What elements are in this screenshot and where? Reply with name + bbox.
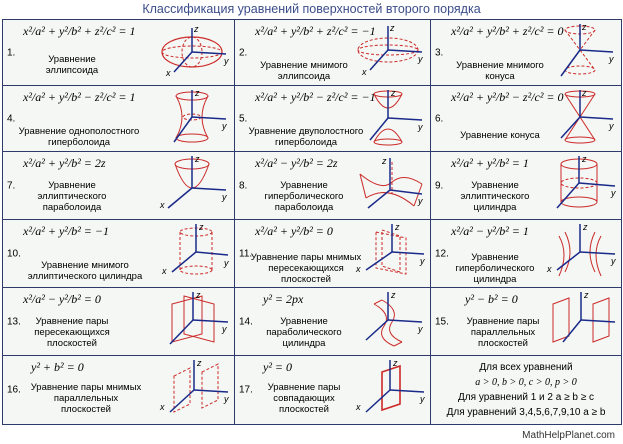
cell-number: 14. (239, 316, 253, 327)
coincident-planes-figure (352, 358, 428, 416)
description: Уравнение однополостного гиперболоида (18, 126, 140, 148)
cell-7 (3, 152, 235, 220)
description: Уравнение гиперболического цилиндра (455, 252, 535, 285)
axis-y-label: y (222, 192, 227, 202)
axis-y-label: y (420, 394, 425, 404)
axis-z-label: z (197, 358, 202, 368)
axis-x-label: x (166, 68, 171, 78)
description: Уравнение пары мнимых параллельных плоскостей (30, 382, 142, 415)
equation: x²/a² + y²/b² = 2z (23, 156, 106, 170)
description: Уравнение эллипсоида (45, 54, 99, 76)
axis-x-label: x (356, 264, 361, 274)
axis-y-label: y (420, 256, 425, 266)
equation: x²/a² + y²/b² = 0 (255, 224, 333, 238)
axis-z-label: z (390, 23, 395, 33)
cell-number: 16. (7, 384, 21, 396)
axis-z-label: z (393, 358, 398, 368)
equation: x²/a² + y²/b² + z²/c² = −1 (255, 24, 376, 38)
parallel-planes-figure (543, 290, 619, 348)
description: Уравнение пары пересекающихся плоскостей (34, 316, 110, 349)
cell-number: 1. (7, 47, 16, 58)
axis-z-label: z (195, 88, 200, 98)
axis-z-label: z (391, 88, 396, 98)
cell-14 (235, 288, 431, 356)
axis-y-label: y (418, 196, 423, 206)
cell-8 (235, 152, 431, 220)
equation: x²/a² + y²/b² − z²/c² = 0 (451, 90, 564, 104)
cell-12 (431, 220, 622, 288)
axis-x-label: x (356, 402, 361, 412)
description: Уравнение мнимого эллипсоида (260, 60, 348, 82)
parabolic-cylinder-figure (352, 290, 428, 348)
site-watermark: MathHelpPlanet.com (522, 430, 615, 441)
axis-y-label: y (418, 324, 423, 334)
equation: y² = 0 (263, 360, 293, 374)
axis-y-label: y (609, 54, 614, 64)
cell-number: 4. (7, 113, 16, 124)
description: Уравнение гиперболического параболоида (264, 180, 344, 213)
axis-x-label: x (162, 266, 167, 276)
axis-z-label: z (582, 154, 587, 164)
note-line-2: a > 0, b > 0, c > 0, p > 0 (475, 377, 577, 388)
equation: x²/a² − y²/b² = 1 (451, 224, 529, 238)
axis-y-label: y (224, 394, 229, 404)
imaginary-ellipsoid-figure (352, 22, 428, 80)
imaginary-elliptic-cylinder-figure (156, 222, 232, 280)
cell-4 (3, 86, 235, 152)
equation: y² = 2px (263, 292, 304, 306)
page-title: Классификация уравнений поверхностей второго порядка (142, 2, 481, 16)
equation: x²/a² + y²/b² = 1 (451, 156, 529, 170)
equation: y² + b² = 0 (31, 360, 84, 374)
elliptic-cylinder-figure (543, 154, 619, 212)
cell-16 (3, 356, 235, 425)
classification-table (2, 19, 622, 425)
axis-x-label: x (160, 402, 165, 412)
description: Уравнение мнимого конуса (456, 60, 544, 82)
two-sheet-hyperboloid-figure (352, 88, 428, 146)
axis-y-label: y (611, 256, 616, 266)
one-sheet-hyperboloid-figure (156, 88, 232, 146)
cell-number: 6. (435, 113, 444, 124)
axis-z-label: z (195, 154, 200, 164)
axis-y-label: y (418, 54, 423, 64)
description: Уравнение пары совпадающих плоскостей (267, 382, 341, 415)
cell-number: 7. (7, 180, 16, 191)
description: Уравнение мнимого эллиптического цилиндра (27, 260, 143, 282)
cell-15 (431, 288, 622, 356)
axis-y-label: y (224, 56, 229, 66)
cell-number: 2. (239, 47, 248, 58)
axis-z-label: z (584, 290, 589, 300)
description: Уравнение эллиптического цилиндра (460, 180, 530, 213)
axis-z-label: z (199, 222, 204, 232)
description: Уравнение конуса (460, 130, 540, 141)
description: Уравнение эллиптического параболоида (37, 180, 107, 213)
axis-z-label: z (583, 222, 588, 232)
intersecting-planes-figure (156, 290, 232, 348)
description: Уравнение параболического цилиндра (266, 316, 342, 349)
axis-z-label: z (391, 290, 396, 300)
axis-z-label: z (395, 222, 400, 232)
cell-17 (235, 356, 431, 425)
cell-2 (235, 20, 431, 86)
imaginary-intersecting-planes-figure (352, 222, 428, 280)
conditions-note (431, 356, 621, 424)
axis-y-label: y (222, 324, 227, 334)
cell-11 (235, 220, 431, 288)
cell-9 (431, 152, 622, 220)
cell-number: 5. (239, 113, 248, 124)
cell-number: 17. (239, 384, 253, 396)
axis-z-label: z (582, 88, 587, 98)
axis-z-label: z (194, 24, 199, 34)
equation: x²/a² − y²/b² = 0 (23, 292, 101, 306)
axis-x-label: x (362, 67, 367, 77)
imaginary-parallel-planes-figure (156, 358, 232, 416)
cell-10 (3, 220, 235, 288)
axis-z-label: z (382, 156, 387, 166)
cell-number: 12. (435, 248, 449, 259)
equation: x²/a² + y²/b² + z²/c² = 0 (451, 24, 564, 38)
equation: x²/a² + y²/b² = −1 (23, 224, 110, 238)
note-line-1: Для всех уравнений (479, 362, 573, 373)
ellipsoid-figure (156, 22, 232, 80)
description: Уравнение пары параллельных плоскостей (466, 316, 540, 349)
axis-y-label: y (222, 121, 227, 131)
cell-1 (3, 20, 235, 86)
cone-figure (543, 88, 619, 146)
axis-y-label: y (418, 122, 423, 132)
equation: y² − b² = 0 (465, 292, 518, 306)
cell-number: 9. (435, 180, 444, 191)
axis-y-label: y (224, 258, 229, 268)
equation: x²/a² + y²/b² + z²/c² = 1 (23, 24, 136, 38)
cell-13 (3, 288, 235, 356)
axis-z-label: z (196, 290, 201, 300)
hyperbolic-cylinder-figure (543, 222, 619, 280)
axis-z-label: z (582, 22, 587, 32)
axis-x-label: x (160, 200, 165, 210)
equation: x²/a² + y²/b² − z²/c² = −1 (255, 90, 376, 104)
cell-number: 10. (7, 248, 21, 259)
imaginary-cone-figure (543, 22, 619, 80)
cell-number: 8. (239, 180, 248, 191)
axis-x-label: x (547, 264, 552, 274)
note-line-3: Для уравнений 1 и 2 a ≥ b ≥ c (458, 392, 594, 403)
conditions-note-cell (431, 356, 622, 425)
description: Уравнение двуполостного гиперболоида (248, 126, 364, 148)
cell-number: 13. (7, 316, 21, 327)
cell-5 (235, 86, 431, 152)
cell-number: 11. (239, 248, 253, 259)
axis-y-label: y (609, 121, 614, 131)
cell-3 (431, 20, 622, 86)
elliptic-paraboloid-figure (156, 154, 232, 212)
cell-number: 3. (435, 47, 444, 58)
cell-6 (431, 86, 622, 152)
equation: x²/a² + y²/b² − z²/c² = 1 (23, 90, 136, 104)
note-line-4: Для уравнений 3,4,5,6,7,9,10 a ≥ b (446, 407, 606, 418)
cell-number: 15. (435, 316, 449, 327)
axis-y-label: y (611, 188, 616, 198)
description: Уравнение пары мнимых пересекающихся плоскостей (250, 252, 362, 285)
equation: x²/a² − y²/b² = 2z (255, 156, 338, 170)
hyperbolic-paraboloid-figure (352, 154, 428, 212)
